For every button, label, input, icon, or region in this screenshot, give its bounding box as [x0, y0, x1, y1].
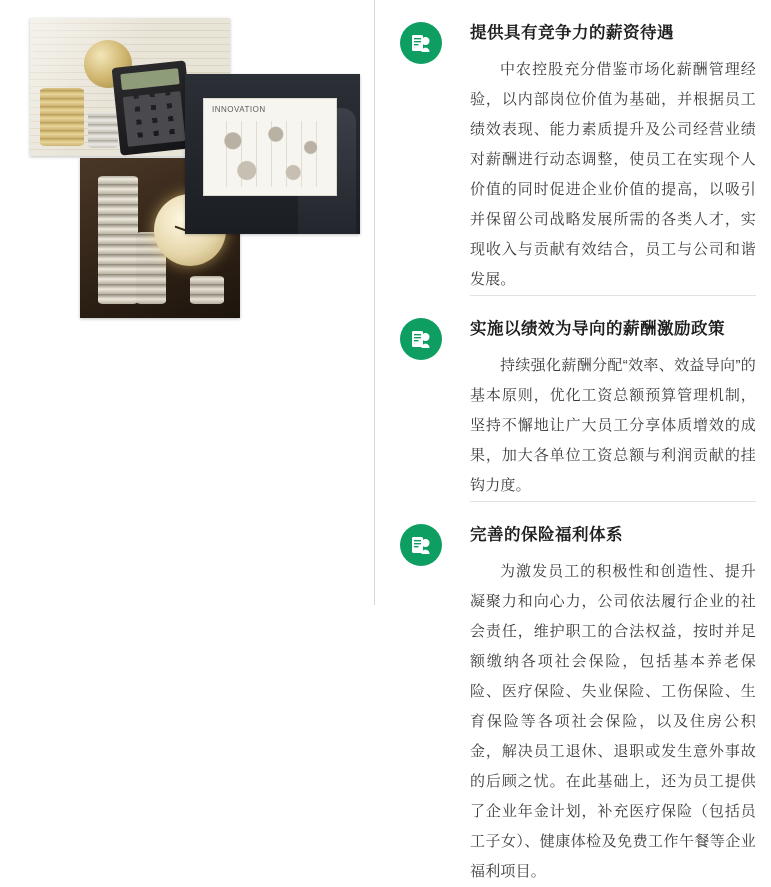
section-insurance [396, 502, 756, 887]
gold-coin-stack-shape [40, 88, 84, 146]
right-content-column [396, 0, 756, 881]
left-image-column [0, 0, 375, 800]
whiteboard-caption: INNOVATION [212, 105, 266, 114]
section-body: 持续强化薪酬分配“效率、效益导向”的基本原则，优化工资总额预算管理机制，坚持不懈地让广大员工分享体质增效的成果，加大各单位工资总额与利润贡献的挂钩力度。 [470, 357, 756, 495]
finance-photo-collage [30, 18, 330, 318]
calculator-shape [112, 60, 195, 155]
section-title: 提供具有竞争力的薪资待遇 [470, 24, 674, 42]
section-title: 完善的保险福利体系 [470, 526, 623, 545]
silver-coin-stack-shape [88, 112, 118, 148]
insurance-badge-icon [400, 524, 442, 566]
column-divider [374, 0, 375, 605]
performance-badge-icon [400, 318, 442, 360]
whiteboard-shape [203, 98, 337, 196]
section-body: 为激发员工的积极性和创造性、提升凝聚力和向心力，公司依法履行企业的社会责任，维护职工的合法权益，按时并足额缴纳各项社会保险，包括基本养老保险、医疗保险、失业保险、工伤保险、生育保险等各项社会保险，以及住房公积金，解决员工退休、退职或发生意外事故的后顾之忧。在此基础上，还为员工提供了企业年金计划，补充医疗保险（包括员工子女）、健康体检及免费工作午餐等企业福利项目。 [470, 563, 756, 881]
section-title: 实施以绩效为导向的薪酬激励政策 [470, 320, 725, 339]
section-performance [396, 296, 756, 501]
innovation-whiteboard-photo [185, 74, 360, 234]
salary-badge-icon [400, 22, 442, 64]
section-body: 中农控股充分借鉴市场化薪酬管理经验，以内部岗位价值为基础，并根据员工绩效表现、能力素质提升及公司经营业绩对薪酬进行动态调整，使员工在实现个人价值的同时促进企业价值的提高，以吸引并保留公司战略发展所需的各类人才，实现收入与贡献有效结合，员工与公司和谐发展。 [470, 61, 756, 289]
short-coin-stack-shape [190, 276, 224, 304]
section-salary [396, 0, 756, 295]
tall-coin-stack-shape [98, 176, 138, 304]
whiteboard-doodle [212, 121, 328, 187]
